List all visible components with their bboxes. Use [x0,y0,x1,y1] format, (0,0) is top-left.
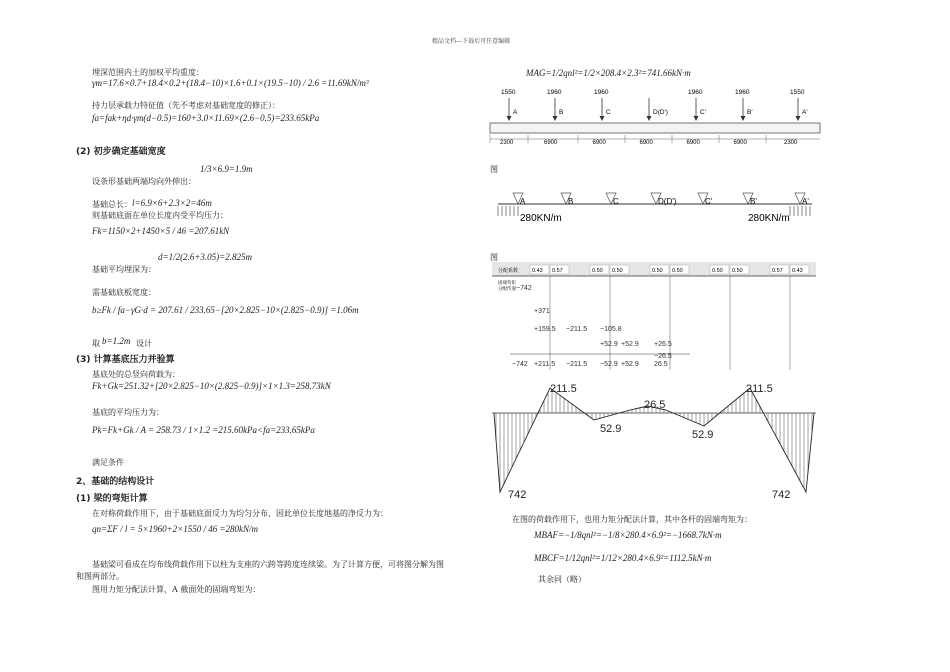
value-neg-211-5: −211.5 [566,326,588,333]
value-neg-105-8: −105.8 [600,326,622,333]
figure-label-1: 图 [490,165,498,174]
depth-equation: d=1/2(2.6+3.05)=2.825m [158,252,252,262]
arrow-head [507,116,512,121]
load-value: 1960 [594,89,609,96]
mba-equation: MBAF=−1/8qnl²=−1/8×280.4×6.9²=−1668.7kN·m [534,530,722,540]
value-371: +371 [534,308,550,315]
beam-body [490,123,820,133]
value-211-5-b: +211.5 [534,361,556,368]
moment-label-211-5-right: 211.5 [746,383,773,395]
arrow-head [647,116,652,121]
paragraph-beam-cont: 和图两部分。 [76,572,124,581]
moment-label-742-left: 742 [508,489,527,501]
span-length: 6900 [592,140,606,146]
figure-label-2: 图 [490,253,498,262]
value-26-5-a: +26.5 [654,341,672,348]
left-distributed-load: 280KN/m [520,213,562,224]
avg-pressure-text: 基底的平均压力为： [92,408,164,417]
section-initial-width: (2) 初步确定基础宽度 [76,147,166,157]
support-label: B [568,197,574,206]
distribution-coefficient: 0.50 [652,268,663,274]
row-label-distribute: 分配传递 [498,286,516,291]
distribution-coefficient: 0.50 [592,268,603,274]
paragraph-beam: 基础梁可看成在均布线荷载作用下以柱为支座的六跨等跨度连续梁。为了计算方便，可将图分解为图 [92,560,444,569]
bearing-title: 持力层承载力特征值（先不考虑对基础宽度的修正）： [92,101,280,110]
width-equation: b≥Fk / fa−γG·d = 207.61 / 233.65−[20×2.825−10×(2.825−0.9)] =1.06m [92,305,359,315]
support-label: A [520,197,526,206]
paragraph-distribution: 图用力矩分配法计算，A 截面处的固端弯矩为： [92,585,261,594]
support-label: A' [802,197,809,206]
moment-label-52-9-left: 52.9 [600,423,622,435]
span-length: 2300 [784,140,798,146]
span-length: 6900 [686,140,700,146]
extend-equation: 1/3×6.9=1.9m [200,164,253,174]
arrow-head [694,116,699,121]
span-length: 6900 [639,140,653,146]
support-label: A' [802,109,808,116]
beam-uniform-load-diagram [490,182,820,224]
span-length: 6900 [544,140,558,146]
width-text: 需基础底板宽度： [92,288,156,297]
subsection-moment: (1) 梁的弯矩计算 [76,494,148,504]
load-value: 1960 [735,89,750,96]
load-value: 1550 [790,89,805,96]
value-neg-742-top: −742 [516,285,532,292]
take-text: 取 [92,339,100,348]
distribution-coefficient: 0.57 [772,268,783,274]
distribution-coefficient: 0.50 [732,268,743,274]
total-length-text: 基础总长： [92,200,132,209]
moment-label-211-5-left: 211.5 [550,383,577,395]
after-text: 在图的荷载作用下，也用力矩分配法计算，其中各杆的固端弯矩为： [512,515,752,524]
value-52-9-b: +52.9 [621,341,639,348]
weighted-title: 埋深范围内土的加权平均重度： [92,68,204,77]
moment-distribution-table [490,262,820,372]
fa-equation: fa=fak+ηd·γm(d−0.5)=160+3.0×11.69×(2.6−0.5)=233.65kPa [92,113,320,123]
support-label: C' [705,197,713,206]
total-length-equation: l=6.9×6+2.3×2=46m [132,198,212,208]
value-neg-211-5-c: −211.5 [566,361,588,368]
support-label: B [559,109,564,116]
fk-equation: Fk=1150×2+1450×5 / 46 =207.61kN [92,226,230,236]
moment-label-26-5: 26.5 [644,399,666,411]
value-neg-742-bottom: −742 [512,361,528,368]
extend-text: 设条形基础两端均向外伸出： [92,177,196,186]
distribution-coefficient: 0.50 [612,268,623,274]
pressure-text: 则基础底面在单位长度内受平均压力： [92,211,228,220]
distribution-coefficient: 0.43 [792,268,803,274]
support-label: C [606,109,611,116]
load-value: 1550 [501,89,516,96]
net-reaction-text: 在对称荷载作用下，由于基础底面反力为均匀分布，因此单位长度地基的净反力为： [92,509,388,518]
distribution-coefficient: 0.57 [552,268,563,274]
gamma-m-equation: γm=17.6×0.7+18.4×0.2+(18.4−10)×1.6+0.1×(19.5−10) / 2.6 =11.69kN/m³ [92,78,369,88]
support-label: D(D') [658,197,677,206]
span-length: 6900 [733,140,747,146]
row-label-fixed-end: 固端弯矩 [498,280,516,285]
support-label: C' [700,109,706,116]
beam-load-diagram [488,84,828,146]
section-base-pressure: (3) 计算基底压力并验算 [76,355,175,365]
depth-text: 基础平均埋深为： [92,265,156,274]
value-52-9-d: +52.9 [621,361,639,368]
rest-text: 其余同（略） [538,575,586,584]
span-length: 2300 [500,140,514,146]
support-label: D(D') [653,109,668,116]
value-52-9-a: +52.9 [600,341,618,348]
mag-equation: MAG=1/2qnl²=1/2×208.4×2.3²=741.66kN·m [526,68,691,78]
right-distributed-load: 280KN/m [748,213,790,224]
pk-equation: Pk=Fk+Gk / A = 258.73 / 1×1.2 =215.60kPa<fa=233.65kPa [92,425,315,435]
distribution-coefficient: 0.50 [672,268,683,274]
row-label-coeff: 分配系数 [498,268,519,274]
moment-label-52-9-right: 52.9 [692,429,714,441]
value-26-5-c: 26.5 [654,361,668,368]
value-neg-26-5: −26.5 [654,353,672,360]
section-structure-design: 2、基础的结构设计 [76,477,155,487]
load-value: 1960 [547,89,562,96]
arrow-head [741,116,746,121]
distribution-coefficient: 0.50 [712,268,723,274]
support-label: A [513,109,518,116]
support-label: B' [750,197,757,206]
total-load-equation: Fk+Gk=251.32+[20×2.825−10×(2.825−0.9)]×1×1.3=258.73kN [92,381,331,391]
arrow-head [796,116,801,121]
page-header: 精品文档---下载后可任意编辑 [432,38,511,45]
arrow-head [600,116,605,121]
total-load-text: 基底处的总竖向荷载为： [92,370,180,379]
value-159-5: +159.5 [534,326,556,333]
load-value: 1960 [688,89,703,96]
support-label: C [613,197,619,206]
take-design-text: 设计 [136,339,152,348]
value-neg-52-9-c: −52.9 [600,361,618,368]
support-label: B' [747,109,753,116]
qn-equation: qn=ΣF / l = 5×1960+2×1550 / 46 =280kN/m [92,524,259,534]
moment-label-742-right: 742 [772,489,791,501]
take-equation: b=1.2m [102,336,131,346]
arrow-head [553,116,558,121]
bending-moment-diagram [490,380,820,505]
distribution-coefficient: 0.43 [532,268,543,274]
mbc-equation: MBCF=1/12qnl²=1/12×280.4×6.9²=1112.5kN·m [534,553,712,563]
satisfied-text: 满足条件 [92,458,124,467]
